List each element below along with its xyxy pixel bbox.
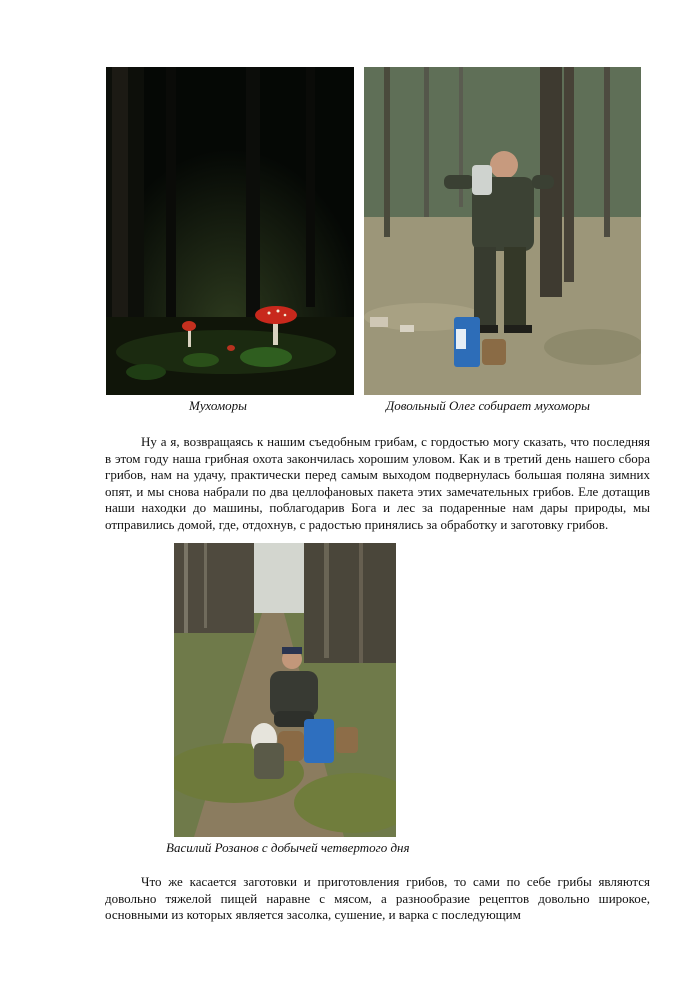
photo-oleg [364,67,641,395]
caption-vasily: Василий Розанов с добычей четвертого дня [166,840,410,855]
body-paragraph: Ну а я, возвращаясь к нашим съедобным грибам, с гордостью могу сказать, что последняя в этом году наша грибная охота закончилась хорошим уловом. Как и в третий день нашего сбора грибов, нам на удачу, практически перед самым выходом подвернулась большая поляна зимних опят, и мы снова набрали по два целлофановых пакета этих замечательных грибов. Еле дотащив наши находки до машины, поблагодарив Бога и лес за подаренные нам дары природы, мы отправились домой, где, отдохнув, с радостью принялись за обработку и заготовку грибов. [105,434,650,532]
body-paragraph-continued: Что же касается заготовки и приготовления грибов, то сами по себе грибы являются довольно тяжелой пищей наравне с мясом, а разнообразие рецептов довольно широкое, основными из которых является засолка, сушение, и варка с последующим [105,874,650,923]
photo-vasily [174,543,396,837]
caption-oleg: Довольный Олег собирает мухоморы [386,398,590,413]
photo-fly-agarics [106,67,354,395]
caption-fly-agarics: Мухоморы [189,398,247,413]
